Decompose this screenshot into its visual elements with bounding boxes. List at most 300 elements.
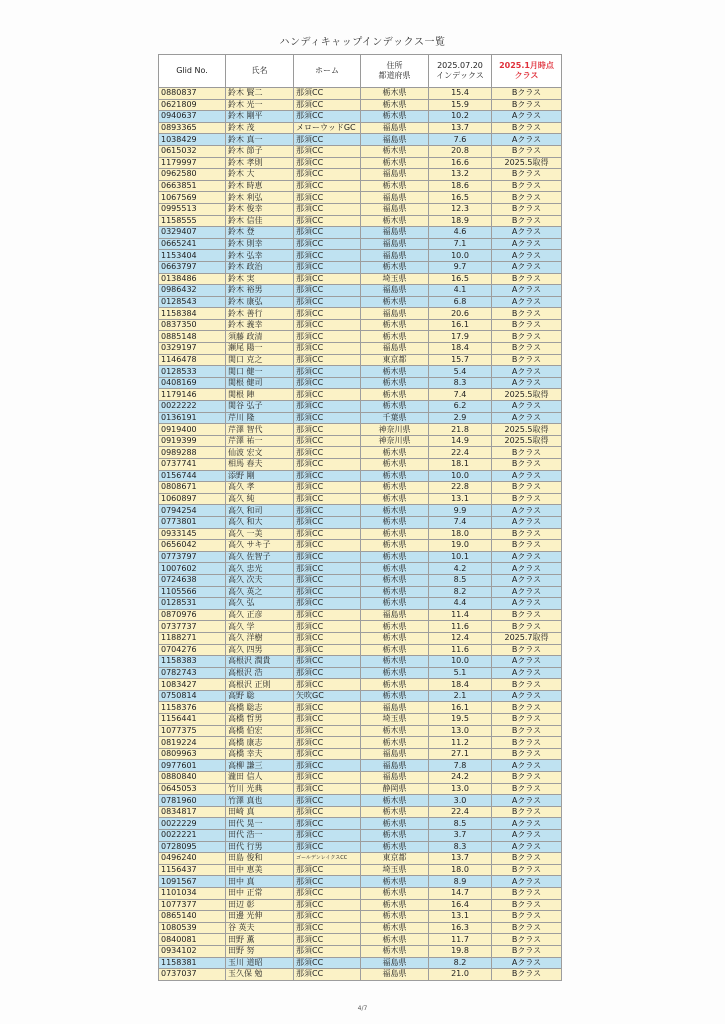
class-cell: Bクラス <box>492 714 562 726</box>
home-club-cell: 那須CC <box>294 505 361 517</box>
home-club-cell: 那須CC <box>294 366 361 378</box>
home-club-cell: 那須CC <box>294 772 361 784</box>
prefecture-cell: 栃木県 <box>361 830 429 842</box>
glid-number-cell: 1077377 <box>159 899 226 911</box>
home-club-cell: 那須CC <box>294 841 361 853</box>
name-cell: 田代 晃一 <box>226 818 294 830</box>
prefecture-cell: 栃木県 <box>361 459 429 471</box>
home-club-cell: 那須CC <box>294 934 361 946</box>
home-club-cell: 那須CC <box>294 702 361 714</box>
header-name: 氏名 <box>226 55 294 88</box>
class-cell: Bクラス <box>492 493 562 505</box>
class-cell: Bクラス <box>492 737 562 749</box>
name-cell: 鈴木 大 <box>226 169 294 181</box>
table-row <box>159 598 562 610</box>
home-club-cell: 那須CC <box>294 945 361 957</box>
home-club-cell: 那須CC <box>294 157 361 169</box>
table-row <box>159 540 562 552</box>
index-cell: 14.7 <box>429 887 492 899</box>
name-cell: 高久 次夫 <box>226 574 294 586</box>
index-cell: 16.3 <box>429 922 492 934</box>
prefecture-cell: 福島県 <box>361 285 429 297</box>
table-row <box>159 714 562 726</box>
name-cell: 高久 学 <box>226 621 294 633</box>
home-club-cell: 那須CC <box>294 319 361 331</box>
glid-number-cell: 0138486 <box>159 273 226 285</box>
index-cell: 19.0 <box>429 540 492 552</box>
class-cell: Bクラス <box>492 343 562 355</box>
table-row <box>159 760 562 772</box>
glid-number-cell: 0615032 <box>159 145 226 157</box>
table-row <box>159 945 562 957</box>
home-club-cell: 那須CC <box>294 563 361 575</box>
home-club-cell: 那須CC <box>294 887 361 899</box>
index-cell: 22.8 <box>429 482 492 494</box>
glid-number-cell: 0704276 <box>159 644 226 656</box>
index-cell: 8.2 <box>429 957 492 969</box>
name-cell: 鈴木 善行 <box>226 308 294 320</box>
index-cell: 19.5 <box>429 714 492 726</box>
class-cell: Bクラス <box>492 459 562 471</box>
home-club-cell: 那須CC <box>294 308 361 320</box>
index-cell: 22.4 <box>429 806 492 818</box>
glid-number-cell: 0737037 <box>159 969 226 981</box>
name-cell: 芹澤 祐一 <box>226 435 294 447</box>
home-club-cell: 那須CC <box>294 714 361 726</box>
name-cell: 鈴木 剛平 <box>226 111 294 123</box>
name-cell: 高久 正彦 <box>226 609 294 621</box>
glid-number-cell: 0022229 <box>159 818 226 830</box>
index-cell: 3.0 <box>429 795 492 807</box>
class-cell: Aクラス <box>492 563 562 575</box>
home-club-cell: 那須CC <box>294 540 361 552</box>
name-cell: 鈴木 実 <box>226 273 294 285</box>
prefecture-cell: 栃木県 <box>361 621 429 633</box>
glid-number-cell: 0128543 <box>159 296 226 308</box>
index-cell: 4.1 <box>429 285 492 297</box>
glid-number-cell: 0773797 <box>159 551 226 563</box>
home-club-cell: 那須CC <box>294 424 361 436</box>
glid-number-cell: 0128531 <box>159 598 226 610</box>
name-cell: 関根 健司 <box>226 377 294 389</box>
glid-number-cell: 0834817 <box>159 806 226 818</box>
class-cell: Aクラス <box>492 505 562 517</box>
glid-number-cell: 0989288 <box>159 447 226 459</box>
table-row <box>159 783 562 795</box>
home-club-cell: 那須CC <box>294 621 361 633</box>
table-row <box>159 679 562 691</box>
home-club-cell: 那須CC <box>294 922 361 934</box>
glid-number-cell: 1158376 <box>159 702 226 714</box>
prefecture-cell: 栃木県 <box>361 644 429 656</box>
prefecture-cell: 栃木県 <box>361 366 429 378</box>
table-row <box>159 957 562 969</box>
index-cell: 7.4 <box>429 516 492 528</box>
prefecture-cell: 栃木県 <box>361 899 429 911</box>
index-cell: 20.6 <box>429 308 492 320</box>
home-club-cell: 那須CC <box>294 969 361 981</box>
table-row <box>159 192 562 204</box>
prefecture-cell: 栃木県 <box>361 656 429 668</box>
glid-number-cell: 0621809 <box>159 99 226 111</box>
class-cell: Bクラス <box>492 319 562 331</box>
glid-number-cell: 1146478 <box>159 354 226 366</box>
home-club-cell: 那須CC <box>294 285 361 297</box>
prefecture-cell: 栃木県 <box>361 528 429 540</box>
name-cell: 田辺 彰 <box>226 899 294 911</box>
table-row <box>159 331 562 343</box>
name-cell: 鈴木 賢二 <box>226 88 294 100</box>
glid-number-cell: 1158384 <box>159 308 226 320</box>
index-cell: 9.9 <box>429 505 492 517</box>
glid-number-cell: 1158381 <box>159 957 226 969</box>
name-cell: 田中 正常 <box>226 887 294 899</box>
glid-number-cell: 0728095 <box>159 841 226 853</box>
home-club-cell: 那須CC <box>294 227 361 239</box>
name-cell: 高久 サキ子 <box>226 540 294 552</box>
glid-number-cell: 1007602 <box>159 563 226 575</box>
header-home: ホーム <box>294 55 361 88</box>
index-cell: 16.5 <box>429 273 492 285</box>
table-row <box>159 215 562 227</box>
class-cell: Aクラス <box>492 250 562 262</box>
prefecture-cell: 栃木県 <box>361 841 429 853</box>
prefecture-cell: 埼玉県 <box>361 273 429 285</box>
class-cell: Aクラス <box>492 830 562 842</box>
table-row <box>159 470 562 482</box>
prefecture-cell: 栃木県 <box>361 389 429 401</box>
index-cell: 10.0 <box>429 250 492 262</box>
index-cell: 11.7 <box>429 934 492 946</box>
class-cell: Bクラス <box>492 922 562 934</box>
index-cell: 11.2 <box>429 737 492 749</box>
table-row <box>159 969 562 981</box>
table-row <box>159 748 562 760</box>
prefecture-cell: 栃木県 <box>361 911 429 923</box>
class-cell: Bクラス <box>492 88 562 100</box>
name-cell: 鈴木 真一 <box>226 134 294 146</box>
header-index: 2025.07.20 インデックス <box>429 55 492 88</box>
home-club-cell: 那須CC <box>294 169 361 181</box>
table-row <box>159 122 562 134</box>
name-cell: 鈴木 登 <box>226 227 294 239</box>
table-row <box>159 343 562 355</box>
name-cell: 関口 克之 <box>226 354 294 366</box>
glid-number-cell: 0773801 <box>159 516 226 528</box>
prefecture-cell: 神奈川県 <box>361 424 429 436</box>
prefecture-cell: 栃木県 <box>361 806 429 818</box>
glid-number-cell: 0893365 <box>159 122 226 134</box>
prefecture-cell: 福島県 <box>361 772 429 784</box>
index-cell: 18.9 <box>429 215 492 227</box>
table-row <box>159 667 562 679</box>
glid-number-cell: 0782743 <box>159 667 226 679</box>
table-row <box>159 401 562 413</box>
prefecture-cell: 栃木県 <box>361 574 429 586</box>
index-cell: 4.2 <box>429 563 492 575</box>
glid-number-cell: 0496240 <box>159 853 226 865</box>
table-row <box>159 806 562 818</box>
name-cell: 高橋 聡志 <box>226 702 294 714</box>
home-club-cell: 那須CC <box>294 783 361 795</box>
class-cell: 2025.5取得 <box>492 424 562 436</box>
class-cell: Bクラス <box>492 945 562 957</box>
index-cell: 9.7 <box>429 261 492 273</box>
class-cell: Bクラス <box>492 772 562 784</box>
table-row <box>159 644 562 656</box>
class-cell: Bクラス <box>492 192 562 204</box>
index-cell: 18.4 <box>429 679 492 691</box>
glid-number-cell: 0919399 <box>159 435 226 447</box>
class-cell: Bクラス <box>492 783 562 795</box>
home-club-cell: 那須CC <box>294 192 361 204</box>
class-cell: Aクラス <box>492 401 562 413</box>
name-cell: 関根 陣 <box>226 389 294 401</box>
index-cell: 14.9 <box>429 435 492 447</box>
home-club-cell: 那須CC <box>294 957 361 969</box>
table-row <box>159 447 562 459</box>
home-club-cell: 那須CC <box>294 760 361 772</box>
index-cell: 13.0 <box>429 725 492 737</box>
prefecture-cell: 栃木県 <box>361 482 429 494</box>
prefecture-cell: 栃木県 <box>361 540 429 552</box>
prefecture-cell: 福島県 <box>361 702 429 714</box>
glid-number-cell: 0737741 <box>159 459 226 471</box>
name-cell: 鈴木 則幸 <box>226 238 294 250</box>
class-cell: Bクラス <box>492 273 562 285</box>
class-cell: Bクラス <box>492 725 562 737</box>
name-cell: 田野 薫 <box>226 934 294 946</box>
name-cell: 鈴木 節子 <box>226 145 294 157</box>
class-cell: Bクラス <box>492 679 562 691</box>
prefecture-cell: 福島県 <box>361 203 429 215</box>
prefecture-cell: 栃木県 <box>361 331 429 343</box>
glid-number-cell: 1080539 <box>159 922 226 934</box>
table-row <box>159 551 562 563</box>
class-cell: Aクラス <box>492 760 562 772</box>
glid-number-cell: 0737737 <box>159 621 226 633</box>
home-club-cell: 那須CC <box>294 528 361 540</box>
name-cell: 田代 行男 <box>226 841 294 853</box>
index-cell: 22.4 <box>429 447 492 459</box>
table-row <box>159 493 562 505</box>
index-cell: 13.1 <box>429 911 492 923</box>
prefecture-cell: 静岡県 <box>361 783 429 795</box>
glid-number-cell: 0919400 <box>159 424 226 436</box>
glid-number-cell: 0022221 <box>159 830 226 842</box>
class-cell: Bクラス <box>492 911 562 923</box>
table-row <box>159 111 562 123</box>
prefecture-cell: 栃木県 <box>361 401 429 413</box>
prefecture-cell: 福島県 <box>361 250 429 262</box>
home-club-cell: 那須CC <box>294 632 361 644</box>
name-cell: 相馬 春夫 <box>226 459 294 471</box>
class-cell: Bクラス <box>492 447 562 459</box>
table-row <box>159 690 562 702</box>
prefecture-cell: 埼玉県 <box>361 864 429 876</box>
table-row <box>159 180 562 192</box>
name-cell: 玉久保 勉 <box>226 969 294 981</box>
table-row <box>159 134 562 146</box>
class-cell: Bクラス <box>492 528 562 540</box>
index-cell: 8.2 <box>429 586 492 598</box>
home-club-cell: メローウッドGC <box>294 122 361 134</box>
name-cell: 鈴木 信佳 <box>226 215 294 227</box>
table-row <box>159 250 562 262</box>
index-cell: 8.5 <box>429 574 492 586</box>
name-cell: 添野 剛 <box>226 470 294 482</box>
table-row <box>159 308 562 320</box>
class-cell: Bクラス <box>492 899 562 911</box>
class-cell: Bクラス <box>492 169 562 181</box>
name-cell: 谷 英夫 <box>226 922 294 934</box>
prefecture-cell: 栃木県 <box>361 99 429 111</box>
home-club-cell: 那須CC <box>294 88 361 100</box>
class-cell: Aクラス <box>492 551 562 563</box>
prefecture-cell: 福島県 <box>361 134 429 146</box>
index-cell: 10.0 <box>429 656 492 668</box>
prefecture-cell: 福島県 <box>361 609 429 621</box>
table-row <box>159 366 562 378</box>
name-cell: 田中 真 <box>226 876 294 888</box>
prefecture-cell: 福島県 <box>361 957 429 969</box>
table-row <box>159 621 562 633</box>
home-club-cell: 那須CC <box>294 447 361 459</box>
home-club-cell: 那須CC <box>294 806 361 818</box>
prefecture-cell: 福島県 <box>361 760 429 772</box>
prefecture-cell: 栃木県 <box>361 586 429 598</box>
name-cell: 鈴木 義幸 <box>226 319 294 331</box>
home-club-cell: 那須CC <box>294 250 361 262</box>
glid-number-cell: 0128533 <box>159 366 226 378</box>
home-club-cell: 那須CC <box>294 354 361 366</box>
class-cell: Aクラス <box>492 598 562 610</box>
index-cell: 7.1 <box>429 238 492 250</box>
glid-number-cell: 0329407 <box>159 227 226 239</box>
index-cell: 6.2 <box>429 401 492 413</box>
index-cell: 16.1 <box>429 319 492 331</box>
prefecture-cell: 栃木県 <box>361 215 429 227</box>
table-row <box>159 934 562 946</box>
prefecture-cell: 東京都 <box>361 853 429 865</box>
table-row <box>159 772 562 784</box>
index-cell: 12.4 <box>429 632 492 644</box>
class-cell: Bクラス <box>492 354 562 366</box>
class-cell: Aクラス <box>492 957 562 969</box>
glid-number-cell: 1179146 <box>159 389 226 401</box>
glid-number-cell: 1067569 <box>159 192 226 204</box>
home-club-cell: 那須CC <box>294 679 361 691</box>
home-club-cell: 那須CC <box>294 644 361 656</box>
name-cell: 高橋 伯宏 <box>226 725 294 737</box>
prefecture-cell: 栃木県 <box>361 922 429 934</box>
index-cell: 18.0 <box>429 864 492 876</box>
table-row <box>159 169 562 181</box>
name-cell: 田中 恵美 <box>226 864 294 876</box>
glid-number-cell: 0781960 <box>159 795 226 807</box>
glid-number-cell: 1158383 <box>159 656 226 668</box>
index-cell: 19.8 <box>429 945 492 957</box>
home-club-cell: 那須CC <box>294 459 361 471</box>
page-number: 4/7 <box>357 1005 368 1012</box>
name-cell: 田崎 真 <box>226 806 294 818</box>
class-cell: Bクラス <box>492 969 562 981</box>
prefecture-cell: 栃木県 <box>361 319 429 331</box>
name-cell: 高久 純 <box>226 493 294 505</box>
name-cell: 田野 努 <box>226 945 294 957</box>
glid-number-cell: 1083427 <box>159 679 226 691</box>
class-cell: Aクラス <box>492 470 562 482</box>
prefecture-cell: 栃木県 <box>361 934 429 946</box>
glid-number-cell: 0880840 <box>159 772 226 784</box>
index-cell: 4.6 <box>429 227 492 239</box>
class-cell: Aクラス <box>492 876 562 888</box>
name-cell: 高久 英之 <box>226 586 294 598</box>
glid-number-cell: 0933145 <box>159 528 226 540</box>
name-cell: 鈴木 政治 <box>226 261 294 273</box>
glid-number-cell: 0837350 <box>159 319 226 331</box>
home-club-cell: 那須CC <box>294 482 361 494</box>
index-cell: 18.6 <box>429 180 492 192</box>
prefecture-cell: 栃木県 <box>361 876 429 888</box>
class-cell: Aクラス <box>492 134 562 146</box>
class-cell: Bクラス <box>492 864 562 876</box>
prefecture-cell: 栃木県 <box>361 261 429 273</box>
glid-number-cell: 0663797 <box>159 261 226 273</box>
index-cell: 10.2 <box>429 111 492 123</box>
prefecture-cell: 栃木県 <box>361 737 429 749</box>
glid-number-cell: 0808671 <box>159 482 226 494</box>
home-club-cell: 那須CC <box>294 864 361 876</box>
table-row <box>159 702 562 714</box>
table-row <box>159 864 562 876</box>
table-row <box>159 377 562 389</box>
prefecture-cell: 神奈川県 <box>361 435 429 447</box>
home-club-cell: 那須CC <box>294 273 361 285</box>
glid-number-cell: 1091567 <box>159 876 226 888</box>
index-cell: 15.9 <box>429 99 492 111</box>
name-cell: 鈴木 裕男 <box>226 285 294 297</box>
index-cell: 10.0 <box>429 470 492 482</box>
class-cell: Aクラス <box>492 795 562 807</box>
home-club-cell: 那須CC <box>294 911 361 923</box>
class-cell: 2025.7取得 <box>492 632 562 644</box>
name-cell: 高橋 幸夫 <box>226 748 294 760</box>
table-row <box>159 911 562 923</box>
class-cell: Bクラス <box>492 122 562 134</box>
home-club-cell: 那須CC <box>294 586 361 598</box>
name-cell: 竹川 光典 <box>226 783 294 795</box>
table-row <box>159 261 562 273</box>
home-club-cell: 那須CC <box>294 470 361 482</box>
class-cell: Aクラス <box>492 667 562 679</box>
index-cell: 13.2 <box>429 169 492 181</box>
prefecture-cell: 栃木県 <box>361 505 429 517</box>
name-cell: 鈴木 茂 <box>226 122 294 134</box>
glid-number-cell: 0986432 <box>159 285 226 297</box>
prefecture-cell: 栃木県 <box>361 818 429 830</box>
class-cell: Aクラス <box>492 586 562 598</box>
home-club-cell: 那須CC <box>294 609 361 621</box>
class-cell: Bクラス <box>492 482 562 494</box>
prefecture-cell: 栃木県 <box>361 180 429 192</box>
name-cell: 鈴木 光一 <box>226 99 294 111</box>
prefecture-cell: 福島県 <box>361 748 429 760</box>
index-cell: 13.1 <box>429 493 492 505</box>
header-prefecture: 住所 都道府県 <box>361 55 429 88</box>
class-cell: Aクラス <box>492 296 562 308</box>
home-club-cell: 那須CC <box>294 238 361 250</box>
